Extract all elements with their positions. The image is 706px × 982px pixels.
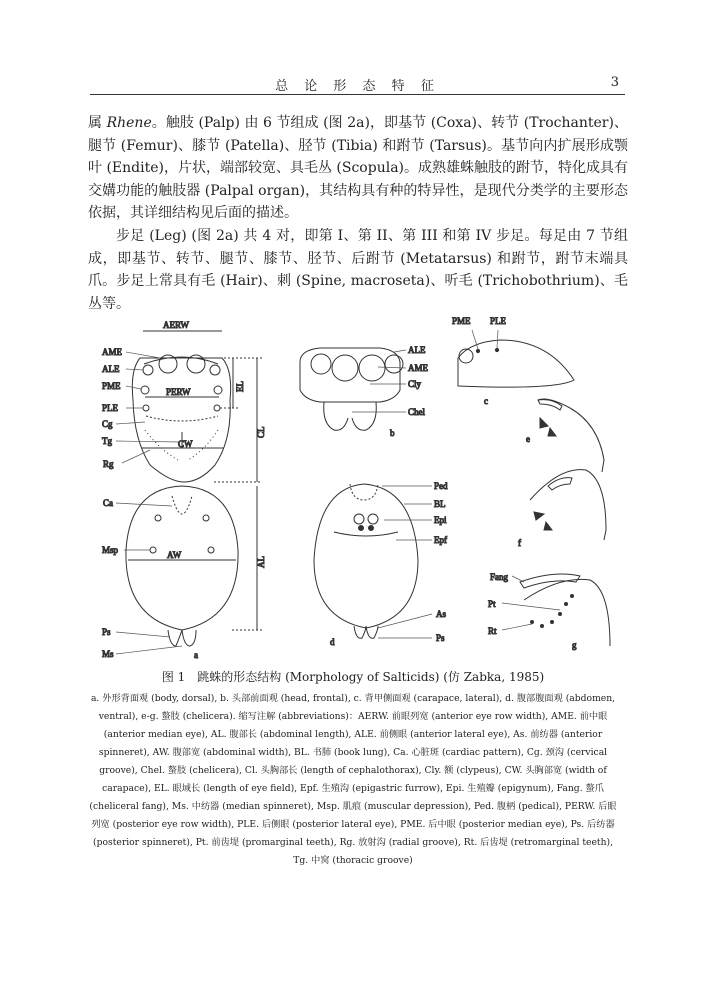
label-b-ame: AME [408, 363, 428, 373]
label-cl: CL [256, 426, 266, 438]
label-al: AL [256, 556, 266, 568]
label-cg: Cg [102, 419, 113, 429]
label-rg: Rg [103, 459, 114, 469]
panel-f-letter: f [518, 538, 521, 548]
label-aerw: AERW [163, 320, 189, 330]
label-b-chel: Chel [408, 407, 425, 417]
spinnerets [168, 630, 196, 646]
label-ms: Ms [102, 649, 114, 659]
panel-e-letter: e [526, 434, 530, 444]
panel-a-letter: a [194, 650, 198, 660]
pedicel [350, 484, 378, 500]
book-lung [354, 514, 364, 524]
label-g-pt: Pt [488, 599, 496, 609]
label-d-ped: Ped [434, 481, 448, 491]
panel-f-chelicera [518, 470, 606, 548]
label-ps: Ps [102, 627, 111, 637]
label-d-epf: Epf [434, 535, 447, 545]
panel-g-chelicera [488, 572, 610, 650]
fang-e [538, 400, 562, 410]
label-pme: PME [102, 381, 121, 391]
label-cw: CW [178, 439, 193, 449]
cervical-groove [146, 416, 218, 421]
label-g-fang: Fang [490, 572, 508, 582]
label-msp: Msp [102, 545, 119, 555]
genus-name: Rhene [106, 115, 152, 131]
running-title: 总 论 形 态 特 征 [275, 79, 440, 94]
paragraph-legs: 步足 (Leg) (图 2a) 共 4 对，即第 I、第 II、第 III 和第 IV 步足。每足由 7 节组成，即基节、转节、腿节、膝节、胫节、后跗节 (Metatarsus) 和跗节，跗节末端具爪。步足上常具有毛 (Hair)、刺 (Spine, macroseta)、听毛 (Trichobothrium)、毛丛等。 [88, 227, 628, 312]
panel-d-letter: d [330, 637, 335, 647]
ale-eye [143, 365, 153, 375]
label-b-cly: Cly [408, 379, 422, 389]
panel-d-ventral [314, 481, 448, 647]
ple-eye [141, 386, 149, 394]
label-d-bl: BL [434, 499, 446, 509]
label-d-as: As [436, 609, 447, 619]
page-number: 3 [610, 75, 619, 90]
panel-a-dorsal [102, 320, 266, 660]
label-d-ps: Ps [436, 633, 445, 643]
cardiac-pattern [172, 496, 192, 514]
muscular-depression [150, 547, 156, 553]
label-tg: Tg [102, 436, 112, 446]
label-d-epi: Epi [434, 515, 447, 525]
label-ple: PLE [102, 403, 119, 413]
abdomen-ventral-outline [314, 484, 418, 628]
panel-b-frontal [300, 345, 429, 438]
carapace-lateral-outline [458, 340, 574, 387]
spinnerets-ventral [354, 626, 378, 638]
label-ale: ALE [102, 364, 120, 374]
panel-c-lateral [452, 316, 574, 406]
label-g-rt: Rt [488, 626, 497, 636]
figure-1 [0, 300, 706, 662]
running-header [90, 72, 625, 95]
label-c-pme: PME [452, 316, 471, 326]
paragraph-palp: 属 Rhene。触肢 (Palp) 由 6 节组成 (图 2a)，即基节 (Coxa)、转节 (Trochanter)、腿节 (Femur)、膝节 (Patella)、胫节 (Tibia) 和跗节 (Tarsus)。基节向内扩展形成颚叶 (Endite)，片状，端部较宽、具毛丛 (Scopula)。成熟雄蛛触肢的跗节，特化成具有交媾功能的触肢器 (Palpal organ)，其结构具有种的特异性，是现代分类学的主要形态依据，其详细结构见后面的描述。 [88, 115, 629, 222]
label-aw: AW [167, 550, 182, 560]
pme-eye [143, 405, 149, 411]
figure-caption-text: a. 外形背面观 (body, dorsal), b. 头部前面观 (head, frontal), c. 背甲侧面观 (carapace, lateral), d. 腹部腹面观 (abdomen, ventral), e-g. 螯肢 (chelicera). 缩写注解 (abbreviations)：AERW. 前眼列宽 (anterior eye row width), AME. 前中眼 (anterior median eye), AL. 腹部长 (abdominal length), ALE. 前侧眼 (anterior lateral eye), As. 前纺器 (anterior spinneret), AW. 腹部宽 (abdominal width), BL. 书肺 (book lung), Ca. 心脏斑 (cardiac pattern), Cg. 颈沟 (cervical groove), Chel. 螯肢 (chelicera), Cl. 头胸部长 (length of cephalothorax), Cly. 额 (clypeus), CW. 头胸部宽 (width of carapace), EL. 眼域长 (length of eye field), Epf. 生殖沟 (epigastric furrow), Epi. 生殖瓣 (epigynum), Fang. 螯爪 (cheliceral fang), Ms. 中纺器 (median spinneret), Msp. 肌痕 (muscular depression), Ped. 腹柄 (pedical), PERW. 后眼列宽 (posterior eye row width), PLE. 后侧眼 (posterior lateral eye), PME. 后中眼 (posterior median eye), Ps. 后纺器 (posterior spinneret), Pt. 前齿堤 (promarginal teeth), Rg. 放射沟 (radial groove), Rt. 后齿堤 (retromarginal teeth), Tg. 中窝 (thoracic groove) [89, 693, 617, 866]
panel-e-chelicera [526, 399, 604, 472]
figure-caption-title: 图 1 跳蛛的形态结构 (Morphology of Salticids) (仿 Zabka, 1985) [161, 670, 545, 684]
body-text [88, 112, 628, 315]
label-b-ale: ALE [408, 345, 426, 355]
chelicerae [324, 402, 377, 430]
label-perw: PERW [166, 387, 191, 397]
label-el: EL [235, 381, 245, 392]
abdomen-outline [126, 486, 238, 630]
panel-g-letter: g [572, 640, 577, 650]
panel-b-letter: b [390, 428, 395, 438]
label-c-ple: PLE [490, 316, 507, 326]
label-ca: Ca [103, 498, 113, 508]
epigastric-furrow [334, 532, 398, 536]
label-ame: AME [102, 347, 122, 357]
panel-c-letter: c [484, 396, 488, 406]
carapace-outline [132, 358, 230, 482]
